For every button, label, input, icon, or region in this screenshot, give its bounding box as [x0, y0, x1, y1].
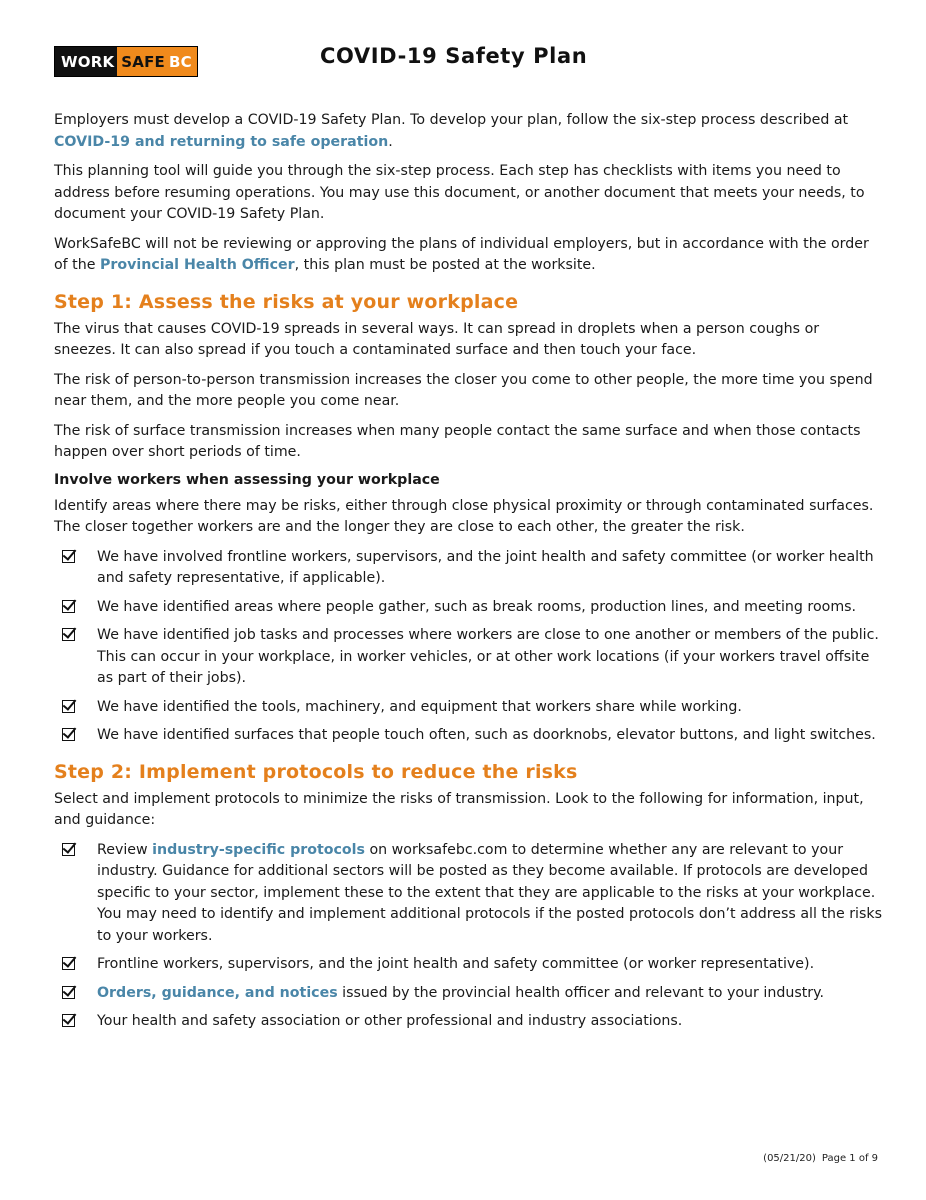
industry-protocols-link[interactable]: industry-specific protocols: [152, 841, 365, 858]
checklist-item: [62, 840, 884, 948]
checklist-item: [62, 954, 884, 976]
step2-paragraph-1: Select and implement protocols to minimize the risks of transmission. Look to the following for information, input, and guidance:: [54, 790, 864, 828]
checked-checkbox-icon[interactable]: [62, 600, 75, 613]
checklist-item-text: We have identified job tasks and processes where workers are close to one another or members of the public. This can occur in your workplace, in worker vehicles, or at other work locations (if your workers travel offsite as part of their jobs).: [97, 627, 879, 686]
logo-bc-text: BC: [169, 47, 197, 76]
checklist-item-text: Frontline workers, supervisors, and the joint health and safety committee (or worker representative).: [97, 956, 815, 972]
intro-paragraph-1: [54, 110, 884, 153]
step2-checklist: [54, 840, 884, 1033]
checklist-item: [62, 1011, 884, 1033]
document-body: [54, 110, 884, 1040]
checked-checkbox-icon[interactable]: [62, 843, 75, 856]
logo-work-text: WORK: [55, 47, 117, 76]
checked-checkbox-icon[interactable]: [62, 700, 75, 713]
step1-paragraph-4: Identify areas where there may be risks, either through close physical proximity or through contaminated surfaces. The closer together workers are and the longer they are close to each other, the greater the risk.: [54, 497, 874, 535]
logo-safe-text: SAFE: [117, 47, 169, 76]
page-header: [54, 44, 874, 78]
checked-checkbox-icon[interactable]: [62, 1014, 75, 1027]
checklist-item-text: Review: [97, 841, 153, 858]
step1-paragraph-2: The risk of person-to-person transmission increases the closer you come to other people, the more time you spend near them, and the more people you come near.: [54, 371, 873, 409]
intro-text: .: [388, 133, 393, 150]
orders-guidance-notices-link[interactable]: Orders, guidance, and notices: [97, 984, 338, 1001]
step1-paragraph-1: The virus that causes COVID-19 spreads in several ways. It can spread in droplets when a person coughs or sneezes. It can also spread if you touch a contaminated surface and then touch your face.: [54, 320, 820, 358]
covid-returning-link[interactable]: COVID-19 and returning to safe operation: [54, 133, 389, 150]
intro-text: , this plan must be posted at the worksite.: [294, 257, 596, 273]
footer-page-number: Page 1 of 9: [821, 1153, 878, 1164]
intro-text: Employers must develop a COVID-19 Safety Plan. To develop your plan, follow the six-step process described at: [54, 112, 849, 128]
step2-heading: Step 2: Implement protocols to reduce the risks: [54, 760, 578, 783]
page-footer: [757, 1153, 878, 1164]
checklist-item: [62, 547, 884, 590]
checklist-item-text: issued by the provincial health officer and relevant to your industry.: [337, 984, 824, 1001]
checklist-item-text: We have involved frontline workers, supervisors, and the joint health and safety committee (or worker health and safety representative, if applicable).: [97, 548, 874, 586]
provincial-health-officer-link[interactable]: Provincial Health Officer: [99, 257, 295, 273]
checklist-item: [62, 725, 884, 747]
checked-checkbox-icon[interactable]: [62, 986, 75, 999]
checked-checkbox-icon[interactable]: [62, 550, 75, 563]
checked-checkbox-icon[interactable]: [62, 957, 75, 970]
step1-subheading: Involve workers when assessing your workplace: [54, 471, 440, 488]
intro-paragraph-2: This planning tool will guide you through the six-step process. Each step has checklists with items you need to address before resuming operations. You may use this document, or another document that meets your needs, to document your COVID-19 Safety Plan.: [54, 163, 865, 222]
checked-checkbox-icon[interactable]: [62, 628, 75, 641]
checklist-item: [62, 983, 884, 1005]
checklist-item-text: on worksafebc.com to determine whether any are relevant to your industry. Guidance for additional sectors will be posted as they become available. If protocols are developed specific to your sector, implement these to the extent that they are applicable to the risks at your workplace. You may need to identify and implement additional protocols if the posted protocols don’t address all the risks to your workers.: [97, 841, 882, 944]
checked-checkbox-icon[interactable]: [62, 728, 75, 741]
checklist-item: [62, 625, 884, 690]
intro-text: WorkSafeBC will not be reviewing or approving the plans of individual employers, but in accordance with the order of the: [54, 235, 869, 273]
page-title: COVID-19 Safety Plan: [320, 44, 588, 68]
checklist-item-text: We have identified the tools, machinery, and equipment that workers share while working.: [97, 698, 742, 715]
checklist-item: [62, 697, 884, 719]
checklist-item-text: We have identified surfaces that people touch often, such as doorknobs, elevator buttons, and light switches.: [97, 727, 876, 743]
footer-date: (05/21/20): [763, 1153, 816, 1164]
intro-paragraph-3: [54, 234, 884, 277]
checklist-item-text: We have identified areas where people gather, such as break rooms, production lines, and meeting rooms.: [97, 598, 857, 615]
step1-checklist: [54, 547, 884, 747]
checklist-item: [62, 597, 884, 619]
checklist-item-text: Your health and safety association or other professional and industry associations.: [97, 1013, 683, 1029]
step1-paragraph-3: The risk of surface transmission increases when many people contact the same surface and when those contacts happen over short periods of time.: [54, 422, 861, 460]
step1-heading: Step 1: Assess the risks at your workplace: [54, 290, 519, 313]
worksafebc-logo: [54, 46, 198, 77]
